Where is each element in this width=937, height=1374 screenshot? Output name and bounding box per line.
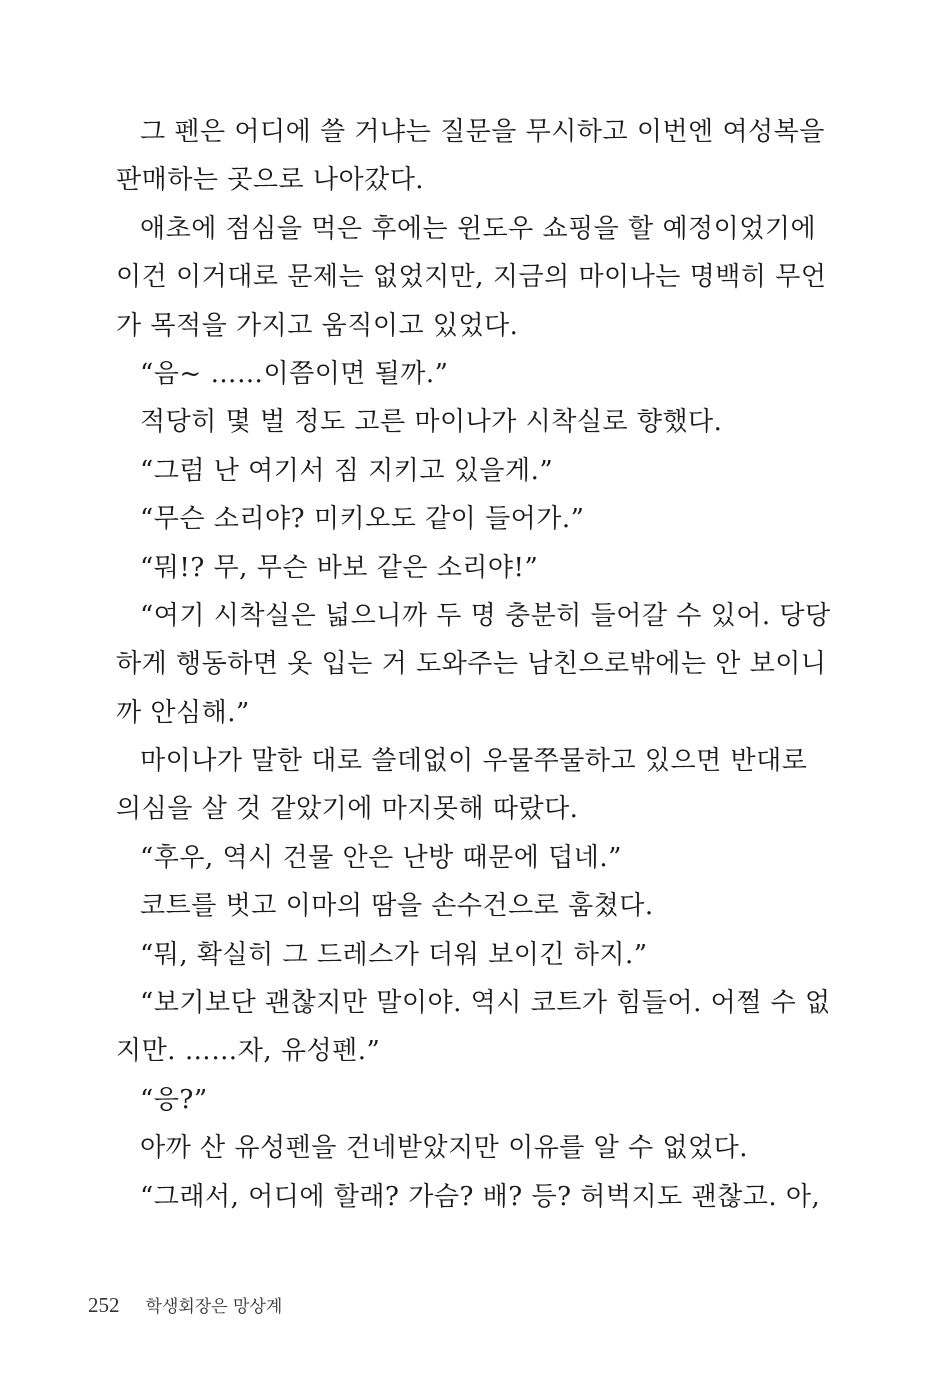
text-line: 가 목적을 가지고 움직이고 있었다. <box>116 310 519 341</box>
text-line: “여기 시착실은 넓으니까 두 명 충분히 들어갈 수 있어. 당당 <box>140 600 831 631</box>
text-line: 이건 이거대로 문제는 없었지만, 지금의 마이나는 명백히 무언 <box>116 262 827 293</box>
text-line: 코트를 벗고 이마의 땀을 손수건으로 훔쳤다. <box>140 891 654 922</box>
text-line: 지만. ……자, 유성펜.” <box>116 1036 381 1067</box>
text-line: 하게 행동하면 옷 입는 거 도와주는 남친으로밖에는 안 보이니 <box>116 649 827 680</box>
text-line: 마이나가 말한 대로 쓸데없이 우물쭈물하고 있으면 반대로 <box>140 746 808 777</box>
body-text <box>116 108 831 1221</box>
text-line: 까 안심해.” <box>116 697 250 728</box>
text-line: “응?” <box>140 1084 208 1115</box>
text-line: “보기보단 괜찮지만 말이야. 역시 코트가 힘들어. 어쩔 수 없 <box>140 988 831 1019</box>
text-line: 의심을 살 것 같았기에 마지못해 따랐다. <box>116 794 579 825</box>
text-line: 판매하는 곳으로 나아갔다. <box>116 165 425 196</box>
book-title: 학생회장은 망상계 <box>145 1297 283 1317</box>
text-line: “무슨 소리야? 미키오도 같이 들어가.” <box>140 504 585 535</box>
text-line: “뭐!? 무, 무슨 바보 같은 소리야!” <box>140 552 539 583</box>
text-line: 적당히 몇 벌 정도 고른 마이나가 시착실로 향했다. <box>140 407 723 438</box>
text-line: “뭐, 확실히 그 드레스가 더워 보이긴 하지.” <box>140 939 648 970</box>
page-footer <box>88 1292 282 1318</box>
text-line: 아까 산 유성펜을 건네받았지만 이유를 알 수 없었다. <box>140 1133 749 1164</box>
text-line: “그럼 난 여기서 짐 지키고 있을게.” <box>140 455 554 486</box>
text-line: “음~ ……이쯤이면 될까.” <box>140 358 449 389</box>
text-line: 애초에 점심을 먹은 후에는 윈도우 쇼핑을 할 예정이었기에 <box>140 213 817 244</box>
text-line: “후우, 역시 건물 안은 난방 때문에 덥네.” <box>140 842 622 873</box>
page-number: 252 <box>88 1293 120 1317</box>
text-line: 그 펜은 어디에 쓸 거냐는 질문을 무시하고 이번엔 여성복을 <box>140 117 825 147</box>
text-line: “그래서, 어디에 할래? 가슴? 배? 등? 허벅지도 괜찮고. 아, <box>140 1181 821 1212</box>
